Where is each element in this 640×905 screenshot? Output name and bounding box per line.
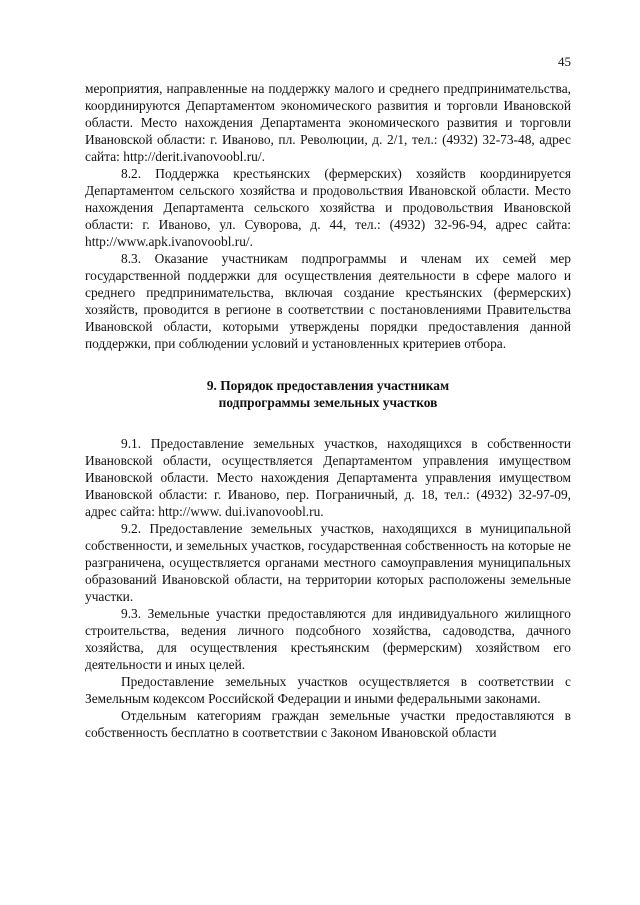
paragraph-free-land: Отдельным категориям граждан земельные участки предоставляются в собственность бесплатно в соответствии с Законом Ивановской области — [85, 708, 571, 740]
paragraph-9-1: 9.1. Предоставление земельных участков, находящихся в собственности Ивановской области, осуществляется Департаментом управления имуществом Ивановской области. Место нахождения Департамента управления имуществом Ивановской области: г. Иваново, пер. Пограничный, д. 18, тел.: (4932) 32-97-09, адрес сайта: http://www. dui.ivanovoobl.ru. — [85, 436, 571, 519]
paragraph-9-3: 9.3. Земельные участки предоставляются для индивидуального жилищного строительства, ведения личного подсобного хозяйства, садоводства, дачного хозяйства, для осуществления крестьянским (фермерским) хозяйством его деятельности и иных целей. — [85, 606, 571, 672]
paragraph-8-3: 8.3. Оказание участникам подпрограммы и членам их семей мер государственной поддержки для осуществления деятельности в сфере малого и среднего предпринимательства, включая создание крестьянских (фермерских) хозяйств, проводится в регионе в соответствии с постановлениями Правительства Ивановской области, которыми утверждены порядки предоставления данной поддержки, при соблюдении условий и установленных критериев отбора. — [85, 251, 571, 351]
paragraph-9-2: 9.2. Предоставление земельных участков, находящихся в муниципальной собственности, и земельных участков, государственная собственность на которые не разграничена, осуществляется органами местного самоуправления муниципальных образований Ивановской области, на территории которых расположены земельные участки. — [85, 521, 571, 604]
paragraph-land-code: Предоставление земельных участков осуществляется в соответствии с Земельным кодексом Российской Федерации и иными федеральными законами. — [85, 674, 571, 706]
section-heading-line-1: 9. Порядок предоставления участникам — [206, 378, 450, 393]
paragraph-measures-coordination: мероприятия, направленные на поддержку малого и среднего предпринимательства, координируются Департаментом экономического развития и торговли Ивановской области. Место нахождения Департамента экономического развития и торговли Ивановской области: г. Иваново, пл. Революции, д. 2/1, тел.: (4932) 32-73-48, адрес сайта: http://derit.ivanovoobl.ru/. — [85, 81, 571, 164]
paragraph-8-2: 8.2. Поддержка крестьянских (фермерских) хозяйств координируется Департаментом сельского хозяйства и продовольствия Ивановской области. Место нахождения Департамента сельского хозяйства и продовольствия Ивановской области: г. Иваново, ул. Суворова, д. 44, тел.: (4932) 32-96-94, адрес сайта: http://www.apk.ivanovoobl.ru/. — [85, 166, 571, 249]
section-heading-line-2: подпрограммы земельных участков — [218, 395, 438, 410]
section-heading — [85, 377, 571, 411]
page-number: 45 — [558, 54, 571, 69]
document-body — [85, 80, 571, 741]
